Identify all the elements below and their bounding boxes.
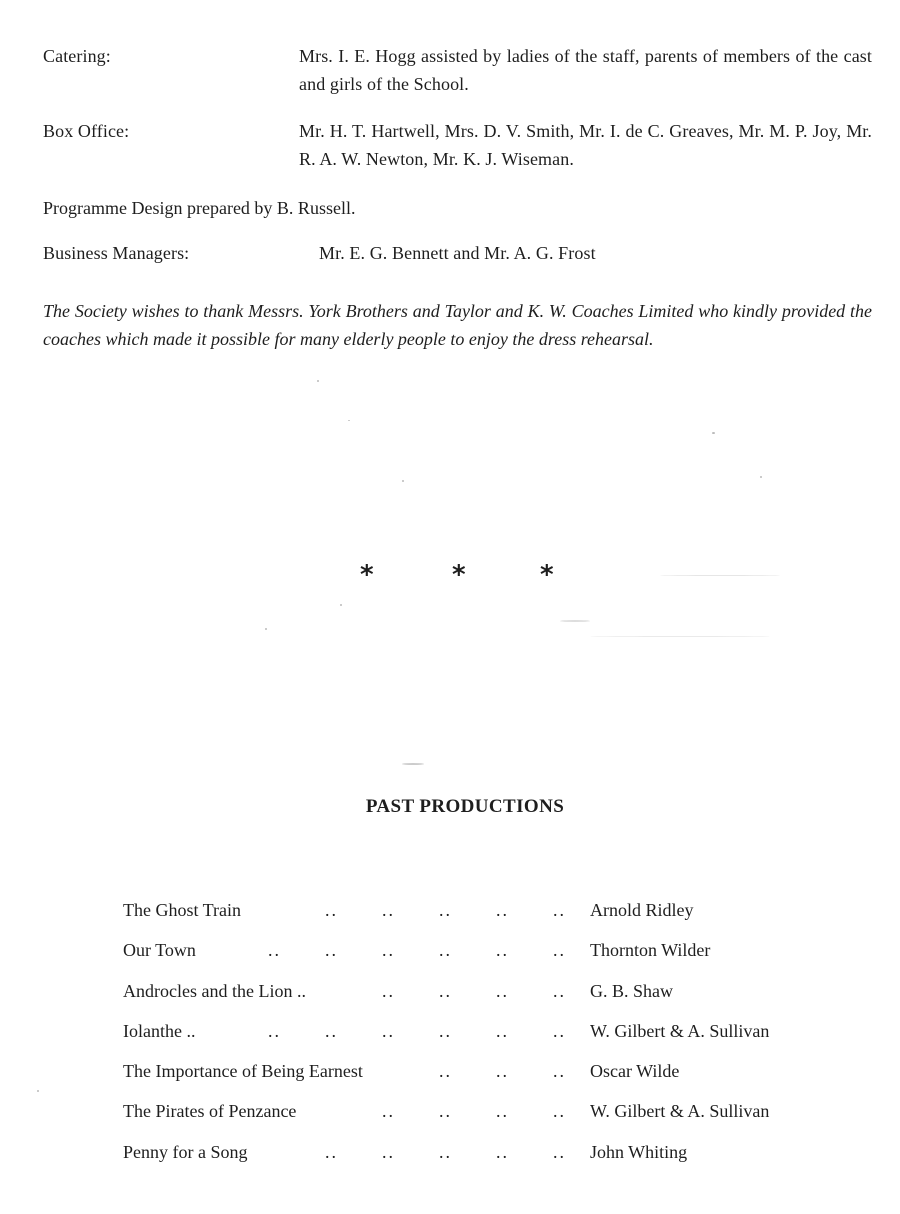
production-author: W. Gilbert & A. Sullivan bbox=[590, 1101, 770, 1121]
production-title: Our Town bbox=[123, 940, 196, 960]
box-office-label: Box Office: bbox=[43, 121, 130, 141]
catering-value: Mrs. I. E. Hogg assisted by ladies of the staff, parents of members of the cast and girls of the School. bbox=[299, 46, 872, 94]
production-title: Penny for a Song bbox=[123, 1142, 248, 1162]
production-row: Our Town .. .. .. .. .. .. Thornton Wilder bbox=[123, 935, 823, 965]
production-row: The Pirates of Penzance .. .. .. .. W. Gilbert & A. Sullivan bbox=[123, 1096, 823, 1126]
production-title: Androcles and the Lion .. bbox=[123, 981, 306, 1001]
catering-label: Catering: bbox=[43, 46, 111, 66]
programme-design-credit: Programme Design prepared by B. Russell. bbox=[43, 198, 356, 218]
production-author: Oscar Wilde bbox=[590, 1061, 680, 1081]
production-row: Penny for a Song .. .. .. .. .. John Whiting bbox=[123, 1137, 823, 1167]
separator-asterisk: * bbox=[360, 560, 374, 590]
production-author: John Whiting bbox=[590, 1142, 688, 1162]
separator-asterisk: * bbox=[452, 560, 466, 590]
production-author: G. B. Shaw bbox=[590, 981, 674, 1001]
business-managers-value: Mr. E. G. Bennett and Mr. A. G. Frost bbox=[319, 243, 596, 263]
thanks-note: The Society wishes to thank Messrs. York Brothers and Taylor and K. W. Coaches Limited who kindly provided the coaches which made it possible for many elderly people to enjoy the dress rehearsal. bbox=[43, 301, 872, 349]
section-separator bbox=[360, 560, 560, 590]
production-row: The Ghost Train .. .. .. .. .. Arnold Ridley bbox=[123, 895, 823, 925]
production-author: W. Gilbert & A. Sullivan bbox=[590, 1021, 770, 1041]
production-title: The Pirates of Penzance bbox=[123, 1101, 297, 1121]
production-title: Iolanthe .. bbox=[123, 1021, 196, 1041]
box-office-value: Mr. H. T. Hartwell, Mrs. D. V. Smith, Mr. I. de C. Greaves, Mr. M. P. Joy, Mr. R. A. W. Newton, Mr. K. J. Wiseman. bbox=[299, 121, 872, 169]
production-title: The Importance of Being Earnest bbox=[123, 1061, 363, 1081]
box-office-credit bbox=[43, 117, 872, 177]
production-author: Arnold Ridley bbox=[590, 900, 694, 920]
production-row: The Importance of Being Earnest .. .. .. Oscar Wilde bbox=[123, 1056, 823, 1086]
production-author: Thornton Wilder bbox=[590, 940, 711, 960]
business-managers-label: Business Managers: bbox=[43, 243, 190, 263]
past-productions-title: PAST PRODUCTIONS bbox=[365, 796, 565, 817]
business-managers-credit bbox=[43, 239, 872, 269]
production-title: The Ghost Train bbox=[123, 900, 242, 920]
separator-asterisk: * bbox=[540, 560, 554, 590]
production-row: Iolanthe .. .. .. .. .. .. .. W. Gilbert & A. Sullivan bbox=[123, 1016, 823, 1046]
catering-credit bbox=[43, 42, 872, 102]
production-row: Androcles and the Lion .. .. .. .. .. G. B. Shaw bbox=[123, 976, 823, 1006]
